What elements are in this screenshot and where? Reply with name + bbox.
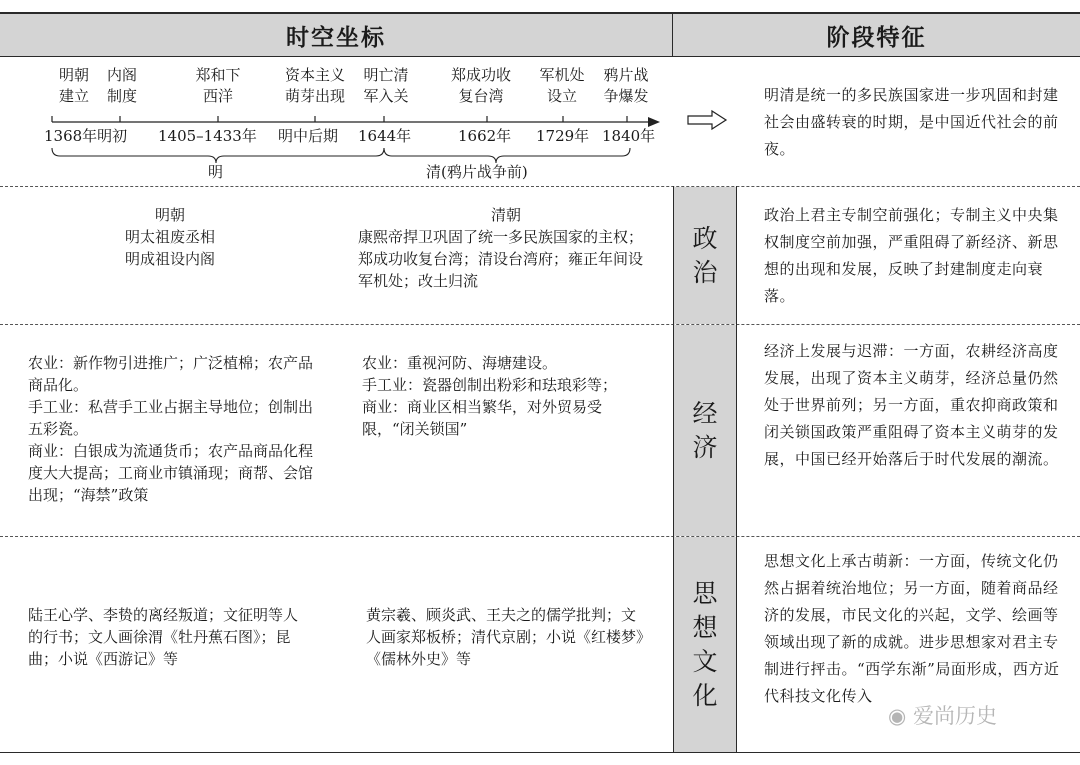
timeline-event: 郑成功收 复台湾: [450, 66, 511, 105]
row-label-culture: 思想文化: [674, 537, 736, 752]
era-ming: 明: [208, 163, 224, 181]
economy-feature: 经济上发展与迟滞：一方面，农耕经济高度发展，出现了资本主义萌芽，经济总量仍然处于世界前列；另一方面，重农抑商政策和闭关锁国政策严重阻碍了资本主义萌芽的发展，中国已经开始落后于时代发展的潮流。: [764, 342, 1059, 468]
economy-qing: 农业：重视河防、海塘建设。 手工业：瓷器创制出粉彩和珐琅彩等； 商业：商业区相当繁华，对外贸易受限，“闭关锁国”: [362, 354, 618, 438]
arrow-icon: [686, 108, 730, 132]
bottom-border: [0, 752, 1080, 753]
timeline-date: 1840年: [602, 127, 656, 145]
column-divider: [736, 186, 737, 752]
header-left: [0, 12, 672, 57]
row-separator: [0, 324, 1080, 325]
watermark: [888, 700, 997, 730]
timeline-axis: [0, 110, 672, 180]
header-right-title: 阶段特征: [826, 24, 927, 51]
header-left-title: 时空坐标: [286, 24, 386, 51]
ming-title: 明朝: [154, 206, 185, 224]
timeline-event: 内阁 制度: [106, 66, 137, 105]
row-label-economy: 经济: [674, 325, 736, 536]
timeline-event: 郑和下 西洋: [195, 66, 241, 105]
culture-ming: 陆王心学、李贽的离经叛道；文征明等人的行书；文人画徐渭《牡丹蕉石图》；昆曲；小说《西游记》等: [28, 606, 299, 668]
timeline-event: 资本主义 萌芽出现: [284, 66, 345, 105]
timeline-date: 1368年明初: [44, 127, 128, 145]
politics-feature: 政治上君主专制空前强化；专制主义中央集权制度空前加强，严重阻碍了新经济、新思想的出现和发展，反映了封建制度走向衰落。: [764, 206, 1059, 305]
politics-qing: [358, 204, 654, 292]
politics-ming: [80, 204, 260, 270]
header-right: [673, 12, 1080, 57]
row-separator: [0, 186, 1080, 187]
period-summary: 明清是统一的多民族国家进一步巩固和封建社会由盛转衰的时期，是中国近代社会的前夜。: [764, 86, 1059, 158]
era-qing: 清(鸦片战争前): [426, 163, 528, 181]
timeline-event: 明亡清 军入关: [363, 66, 409, 105]
culture-feature: 思想文化上承古萌新：一方面，传统文化仍然占据着统治地位；另一方面，随着商品经济的发展，市民文化的兴起，文学、绘画等领域出现了新的成就。进步思想家对君主专制进行抨击。“西学东渐”局面形成，西方近代科技文化传入: [764, 552, 1060, 705]
timeline-event: 明朝 建立: [58, 66, 89, 105]
timeline-date: 1729年: [536, 127, 590, 145]
timeline-date: 1644年: [358, 127, 412, 145]
timeline-date: 1405–1433年: [158, 127, 257, 145]
timeline-date: 明中后期: [278, 127, 339, 145]
politics-qing-text: 康熙帝捍卫巩固了统一多民族国家的主权；郑成功收复台湾；清设台湾府；雍正年间设军机处；改土归流: [358, 228, 644, 290]
wechat-icon: ◉: [888, 704, 907, 728]
politics-ming-text: 明太祖废丞相 明成祖设内阁: [124, 228, 215, 268]
watermark-text: 爱尚历史: [913, 704, 998, 728]
timeline-date: 1662年: [458, 127, 512, 145]
culture-qing: 黄宗羲、顾炎武、王夫之的儒学批判；文人画家郑板桥；清代京剧；小说《红楼梦》《儒林外史》等: [366, 606, 644, 668]
timeline-event: 军机处 设立: [539, 66, 585, 105]
economy-ming: 农业：新作物引进推广；广泛植棉；农产品商品化。 手工业：私营手工业占据主导地位；创制出五彩瓷。 商业：白银成为流通货币；农产品商品化程度大大提高；工商业市镇涌现；商帮、会馆出现；“海禁”政策: [28, 354, 314, 504]
row-separator: [0, 536, 1080, 537]
row-label-politics: 政治: [674, 187, 736, 324]
qing-title: 清朝: [490, 206, 521, 224]
timeline-event: 鸦片战 争爆发: [603, 66, 649, 105]
header-divider: [672, 12, 673, 57]
column-divider: [673, 186, 674, 752]
